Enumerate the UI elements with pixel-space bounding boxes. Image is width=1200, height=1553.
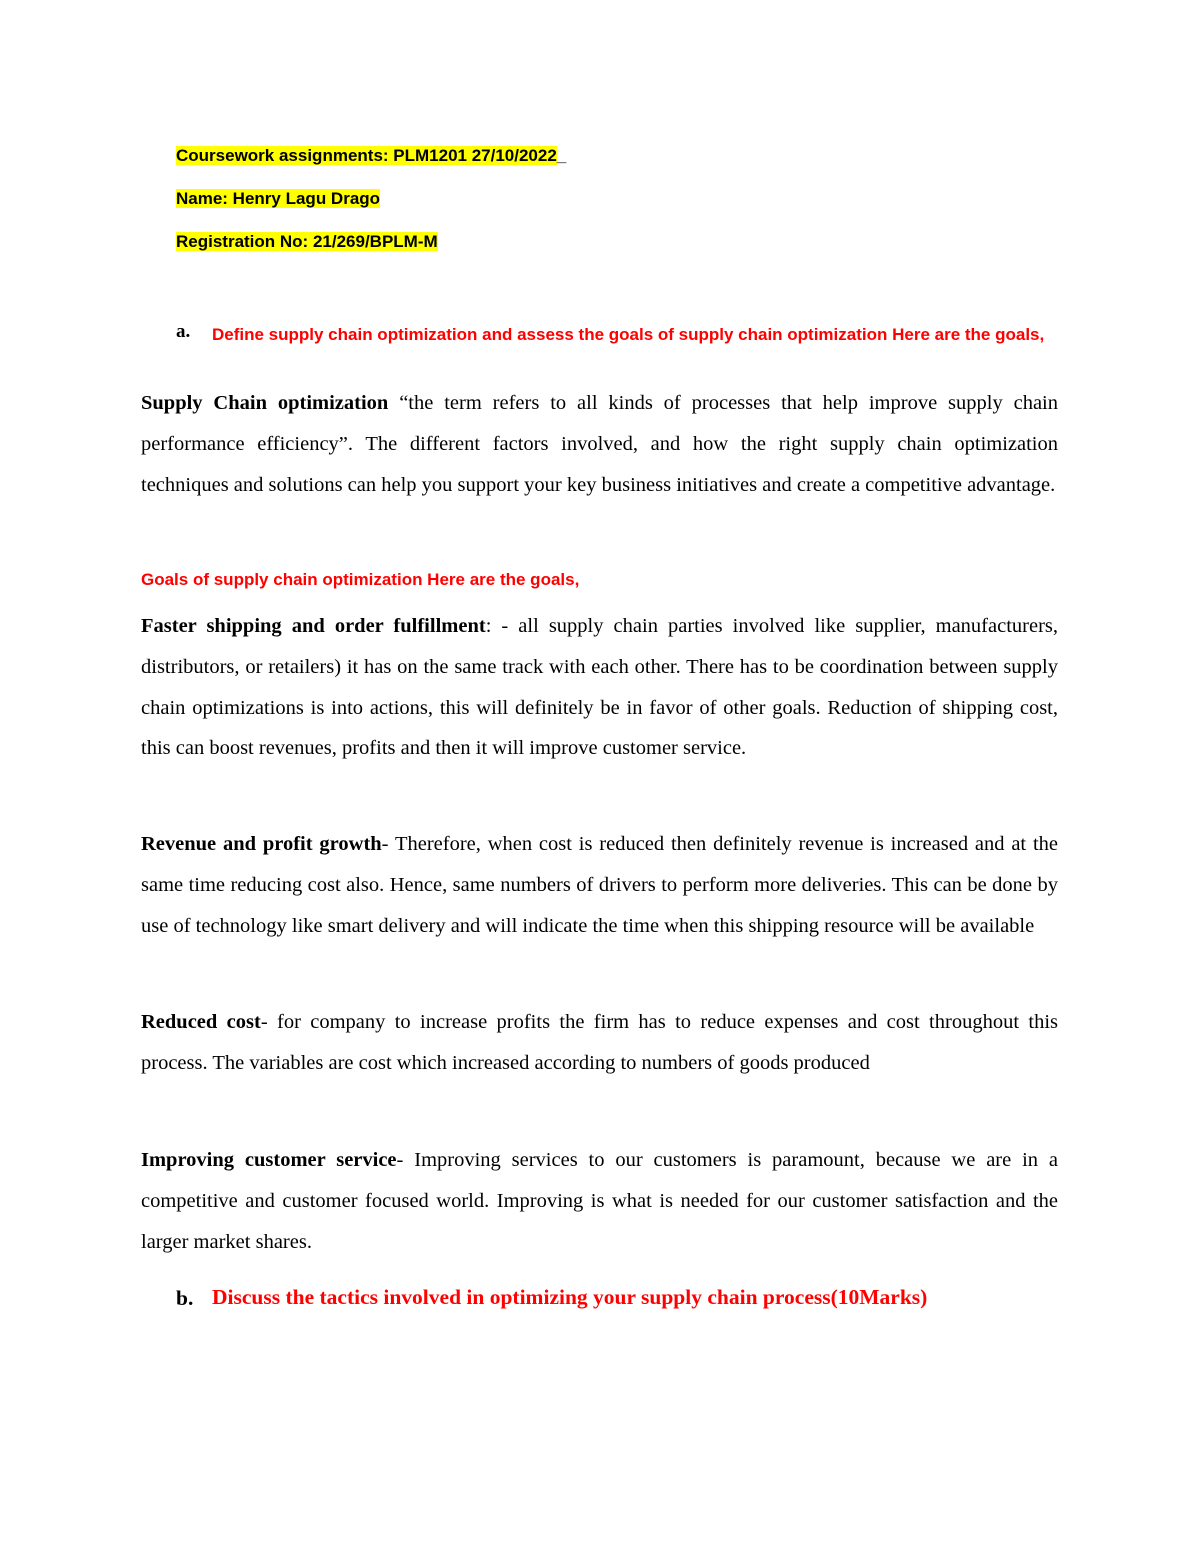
goal-paragraph-cost bbox=[141, 1002, 1058, 1084]
definition-text: “the term refers to all kinds of processes that help improve supply chain performance efficiency”. The different factors involved, and how the right supply chain optimization techniques and solutions can help you support your key business initiatives and create a competitive advantage. bbox=[141, 392, 1058, 496]
registration-line bbox=[176, 230, 438, 254]
goal-paragraph-revenue bbox=[141, 824, 1058, 946]
goal-term-revenue: Revenue and profit growth bbox=[141, 833, 382, 855]
question-b-marker: b. bbox=[176, 1286, 194, 1310]
goal-text-shipping: : - all supply chain parties involved like supplier, manufacturers, distributors, or retailers) it has on the same track with each other. There has to be coordination between supply chain optimizations is into actions, this will definitely be in favor of other goals. Reduction of shipping cost, this can boost revenues, profits and then it will improve customer service. bbox=[141, 615, 1059, 760]
student-name-line bbox=[176, 187, 380, 211]
coursework-tail: _ bbox=[556, 146, 567, 165]
definition-paragraph bbox=[141, 383, 1058, 505]
goal-paragraph-customer-service bbox=[141, 1140, 1058, 1262]
goal-text-revenue: - Therefore, when cost is reduced then definitely revenue is increased and at the same time reducing cost also. Hence, same numbers of drivers to perform more deliveries. This can be done by use of technology like smart delivery and will indicate the time when this shipping resource will be available bbox=[141, 833, 1058, 937]
question-b-text: Discuss the tactics involved in optimizing your supply chain process(10Marks) bbox=[212, 1285, 928, 1309]
goal-text-cost: - for company to increase profits the firm has to reduce expenses and cost throughout this process. The variables are cost which increased according to numbers of goods produced bbox=[141, 1011, 1058, 1074]
goal-text-customer-service: - Improving services to our customers is paramount, because we are in a competitive and customer focused world. Improving is what is needed for our customer satisfaction and the larger market shares. bbox=[141, 1149, 1058, 1253]
goal-term-customer-service: Improving customer service bbox=[141, 1149, 397, 1171]
question-a-marker: a. bbox=[176, 321, 191, 342]
student-name: Name: Henry Lagu Drago bbox=[176, 189, 381, 208]
goal-term-cost: Reduced cost bbox=[141, 1011, 261, 1033]
coursework-title: Coursework assignments: PLM1201 27/10/2022 bbox=[176, 146, 557, 165]
definition-term: Supply Chain optimization bbox=[141, 392, 389, 414]
question-a-text: Define supply chain optimization and assess the goals of supply chain optimization Here are the goals, bbox=[212, 325, 1045, 344]
coursework-line bbox=[176, 144, 566, 168]
goal-paragraph-shipping bbox=[141, 606, 1058, 769]
goals-heading: Goals of supply chain optimization Here are the goals, bbox=[141, 570, 580, 589]
goal-term-shipping: Faster shipping and order fulfillment bbox=[141, 615, 486, 637]
registration-number: Registration No: 21/269/BPLM-M bbox=[176, 232, 438, 251]
